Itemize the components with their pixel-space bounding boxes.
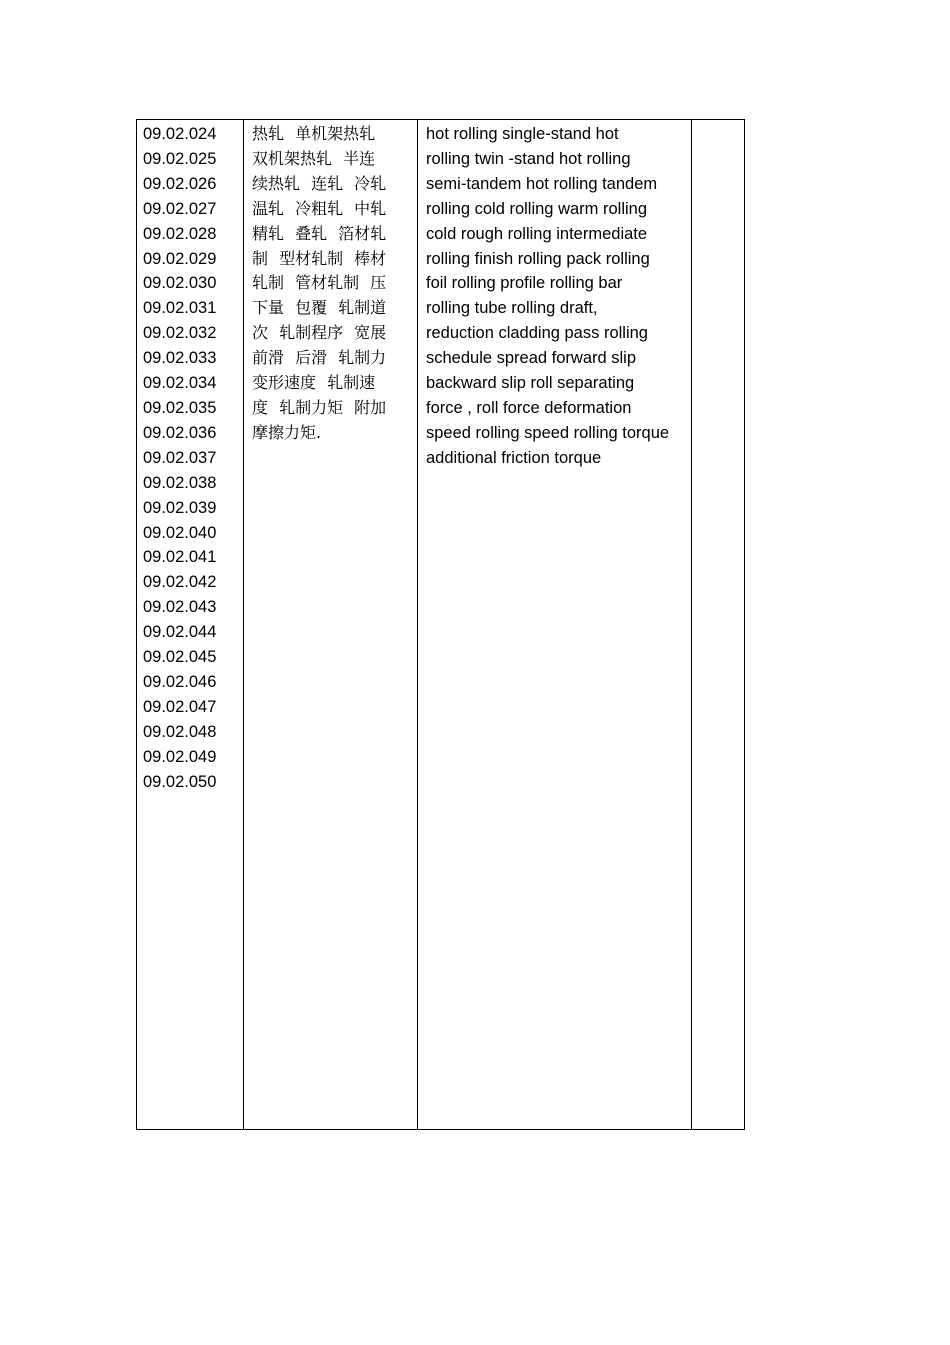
chinese-term-line: 摩擦力矩. [252, 422, 322, 442]
chinese-term-line: 下量 包覆 轧制道 [252, 298, 387, 318]
english-term-line: foil rolling profile rolling bar [426, 274, 623, 293]
column-divider [243, 120, 244, 1129]
term-code: 09.02.032 [143, 324, 217, 343]
term-code: 09.02.039 [143, 498, 217, 517]
english-term-line: cold rough rolling intermediate [426, 224, 648, 243]
chinese-term-line: 双机架热轧 半连 [252, 148, 376, 168]
term-code: 09.02.030 [143, 274, 217, 293]
term-code: 09.02.037 [143, 448, 217, 467]
english-term-line: reduction cladding pass rolling [426, 324, 648, 343]
term-code: 09.02.038 [143, 473, 217, 492]
term-code: 09.02.043 [143, 598, 217, 617]
empty-notes-column [692, 120, 744, 1129]
english-term-line: schedule spread forward slip [426, 349, 637, 368]
column-divider [417, 120, 418, 1129]
term-code: 09.02.044 [143, 623, 217, 642]
chinese-term-line: 度 轧制力矩 附加 [252, 397, 387, 417]
chinese-term-line: 次 轧制程序 宽展 [252, 323, 387, 343]
terminology-table [136, 119, 745, 1130]
english-term-line: semi-tandem hot rolling tandem [426, 174, 658, 193]
chinese-term-line: 轧制 管材轧制 压 [252, 273, 387, 293]
chinese-term-line: 前滑 后滑 轧制力 [252, 348, 387, 368]
english-term-column [426, 122, 701, 1129]
term-code: 09.02.040 [143, 523, 217, 542]
english-term-line: rolling cold rolling warm rolling [426, 199, 648, 218]
term-code: 09.02.033 [143, 349, 217, 368]
english-term-line: speed rolling speed rolling torque [426, 423, 670, 442]
term-code: 09.02.035 [143, 398, 217, 417]
term-code: 09.02.028 [143, 224, 217, 243]
term-code: 09.02.050 [143, 772, 217, 791]
term-code: 09.02.047 [143, 697, 217, 716]
chinese-term-line: 制 型材轧制 棒材 [252, 248, 387, 268]
term-code: 09.02.026 [143, 174, 217, 193]
term-code: 09.02.036 [143, 423, 217, 442]
term-code: 09.02.049 [143, 747, 217, 766]
chinese-term-line: 温轧 冷粗轧 中轧 [252, 198, 387, 218]
chinese-term-line: 变形速度 轧制速 [252, 373, 376, 393]
chinese-term-line: 续热轧 连轧 冷轧 [252, 173, 387, 193]
english-term-line: additional friction torque [426, 448, 602, 467]
english-term-line: rolling tube rolling draft, [426, 299, 598, 318]
english-term-line: force , roll force deformation [426, 398, 632, 417]
term-code: 09.02.042 [143, 573, 217, 592]
english-term-line: backward slip roll separating [426, 374, 635, 393]
term-code: 09.02.034 [143, 374, 217, 393]
term-code: 09.02.046 [143, 672, 217, 691]
term-code: 09.02.025 [143, 149, 217, 168]
term-code: 09.02.029 [143, 249, 217, 268]
chinese-term-column [252, 122, 412, 1129]
chinese-term-line: 精轧 叠轧 箔材轧 [252, 223, 387, 243]
term-code-column [143, 122, 243, 1129]
term-code: 09.02.048 [143, 722, 217, 741]
term-code: 09.02.024 [143, 125, 217, 143]
chinese-term-line: 热轧 单机架热轧 [252, 124, 376, 143]
term-code: 09.02.045 [143, 648, 217, 667]
english-term-line: rolling twin -stand hot rolling [426, 149, 631, 168]
english-term-line: hot rolling single-stand hot [426, 125, 619, 143]
term-code: 09.02.041 [143, 548, 217, 567]
term-code: 09.02.027 [143, 199, 217, 218]
english-term-line: rolling finish rolling pack rolling [426, 249, 650, 268]
term-code: 09.02.031 [143, 299, 217, 318]
